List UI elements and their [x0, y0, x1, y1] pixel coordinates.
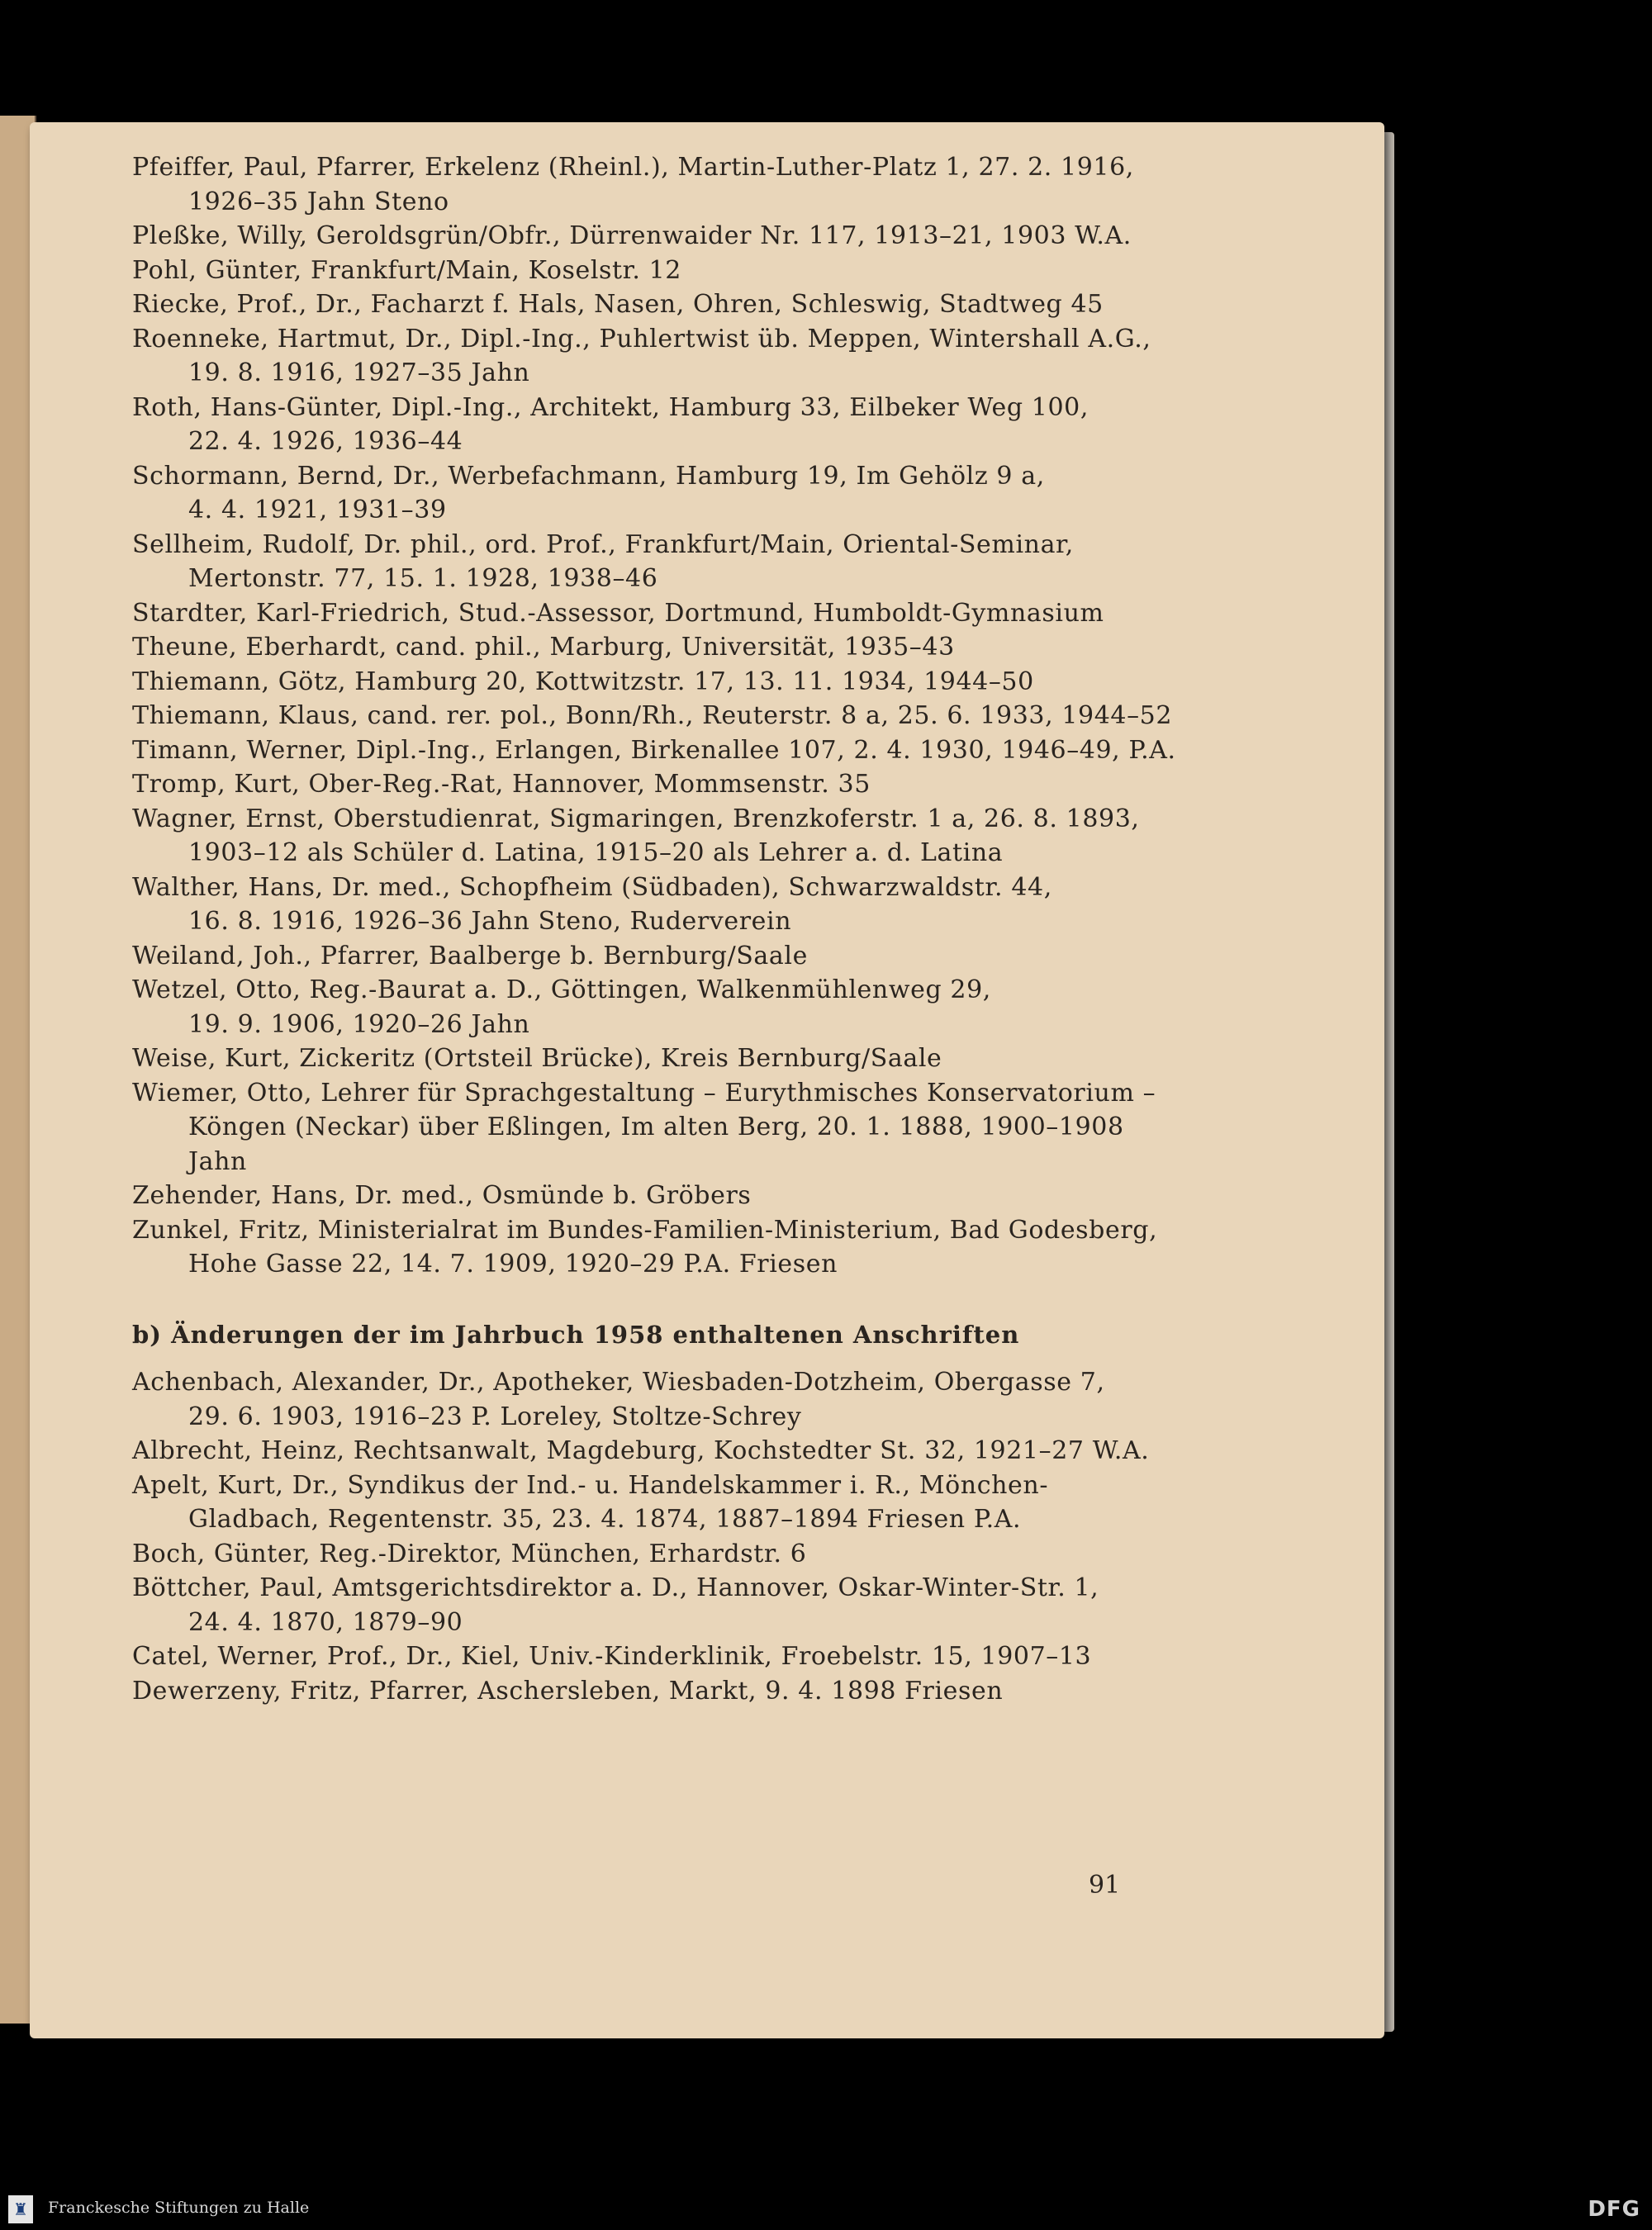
new-entries-list: [132, 150, 1189, 1282]
list-item: [132, 1537, 1189, 1572]
dfg-logo: DFG: [1588, 2197, 1640, 2222]
list-item: [132, 665, 1189, 700]
list-item: [132, 528, 1189, 596]
list-item: [132, 150, 1189, 219]
list-item: [132, 630, 1189, 665]
entry-line: Wetzel, Otto, Reg.-Baurat a. D., Göttingen, Walkenmühlenweg 29,: [132, 975, 991, 1004]
list-item: [132, 939, 1189, 974]
list-item: [132, 1179, 1189, 1213]
list-item: [132, 699, 1189, 733]
page-stack-edge: [1383, 132, 1394, 2032]
entry-continuation-line: Köngen (Neckar) über Eßlingen, Im alten Berg, 20. 1. 1888, 1900–1908: [188, 1113, 1124, 1141]
entry-line: Catel, Werner, Prof., Dr., Kiel, Univ.-Kinderklinik, Froebelstr. 15, 1907–13: [132, 1642, 1092, 1671]
entry-line: Pohl, Günter, Frankfurt/Main, Koselstr. 12: [132, 255, 681, 285]
entry-continuation-line: 4. 4. 1921, 1931–39: [188, 496, 447, 524]
list-item: [132, 391, 1189, 459]
entry-line: Timann, Werner, Dipl.-Ing., Erlangen, Birkenallee 107, 2. 4. 1930, 1946–49, P.A.: [132, 735, 1176, 765]
institution-logo-icon: ♜: [8, 2195, 33, 2223]
list-item: [132, 322, 1189, 391]
list-item: [132, 1468, 1189, 1537]
entry-line: Roenneke, Hartmut, Dr., Dipl.-Ing., Puhlertwist üb. Meppen, Wintershall A.G.,: [132, 324, 1151, 353]
institution-name: Franckesche Stiftungen zu Halle: [48, 2199, 310, 2217]
entry-line: Boch, Günter, Reg.-Direktor, München, Erhardstr. 6: [132, 1539, 807, 1568]
footer-bar: [0, 2190, 1652, 2230]
entry-continuation-line: Gladbach, Regentenstr. 35, 23. 4. 1874, 1887–1894 Friesen P.A.: [188, 1505, 1022, 1534]
page-number: 91: [1089, 1871, 1121, 1900]
list-item: [132, 1571, 1189, 1639]
entry-line: Pleßke, Willy, Geroldsgrün/Obfr., Dürrenwaider Nr. 117, 1913–21, 1903 W.A.: [132, 221, 1132, 250]
entry-line: Böttcher, Paul, Amtsgerichtsdirektor a. D., Hannover, Oskar-Winter-Str. 1,: [132, 1573, 1099, 1602]
list-item: [132, 871, 1189, 939]
entry-line: Zehender, Hans, Dr. med., Osmünde b. Gröbers: [132, 1181, 752, 1210]
list-item: [132, 1434, 1189, 1468]
entry-continuation-line: Hohe Gasse 22, 14. 7. 1909, 1920–29 P.A. Friesen: [188, 1250, 838, 1279]
entry-line: Riecke, Prof., Dr., Facharzt f. Hals, Nasen, Ohren, Schleswig, Stadtweg 45: [132, 290, 1104, 319]
entry-line: Albrecht, Heinz, Rechtsanwalt, Magdeburg, Kochstedter St. 32, 1921–27 W.A.: [132, 1436, 1150, 1465]
list-item: [132, 733, 1189, 768]
entry-line: Theune, Eberhardt, cand. phil., Marburg, Universität, 1935–43: [132, 633, 955, 662]
entry-line: Walther, Hans, Dr. med., Schopfheim (Südbaden), Schwarzwaldstr. 44,: [132, 872, 1052, 902]
entry-line: Dewerzeny, Fritz, Pfarrer, Aschersleben, Markt, 9. 4. 1898 Friesen: [132, 1676, 1004, 1706]
list-item: [132, 459, 1189, 528]
entry-line: Schormann, Bernd, Dr., Werbefachmann, Hamburg 19, Im Gehölz 9 a,: [132, 461, 1045, 491]
list-item: [132, 1041, 1189, 1076]
entry-continuation-line: 19. 8. 1916, 1927–35 Jahn: [188, 358, 530, 387]
entry-line: Pfeiffer, Paul, Pfarrer, Erkelenz (Rheinl.), Martin-Luther-Platz 1, 27. 2. 1916,: [132, 153, 1134, 182]
list-item: [132, 1213, 1189, 1282]
list-item: [132, 802, 1189, 871]
entry-line: Stardter, Karl-Friedrich, Stud.-Assessor, Dortmund, Humboldt-Gymnasium: [132, 598, 1104, 628]
section-b-heading: b) Änderungen der im Jahrbuch 1958 enthaltenen Anschriften: [132, 1320, 1020, 1349]
changed-entries-list: [132, 1365, 1189, 1708]
list-item: [132, 1365, 1189, 1434]
entry-line: Apelt, Kurt, Dr., Syndikus der Ind.- u. Handelskammer i. R., Mönchen-: [132, 1470, 1049, 1500]
list-item: [132, 973, 1189, 1041]
list-item: [132, 767, 1189, 802]
entry-continuation-line: 16. 8. 1916, 1926–36 Jahn Steno, Ruderverein: [188, 907, 792, 936]
list-item: [132, 1674, 1189, 1709]
entry-line: Wiemer, Otto, Lehrer für Sprachgestaltung – Eurythmisches Konservatorium –: [132, 1078, 1156, 1108]
entry-line: Wagner, Ernst, Oberstudienrat, Sigmaringen, Brenzkoferstr. 1 a, 26. 8. 1893,: [132, 804, 1140, 833]
entry-continuation-line: 24. 4. 1870, 1879–90: [188, 1607, 463, 1637]
entry-continuation-line: Mertonstr. 77, 15. 1. 1928, 1938–46: [188, 564, 658, 593]
entry-continuation-line: Jahn: [188, 1146, 247, 1176]
entry-line: Roth, Hans-Günter, Dipl.-Ing., Architekt, Hamburg 33, Eilbeker Weg 100,: [132, 392, 1089, 422]
entry-line: Tromp, Kurt, Ober-Reg.-Rat, Hannover, Mommsenstr. 35: [132, 770, 871, 799]
entry-line: Sellheim, Rudolf, Dr. phil., ord. Prof., Frankfurt/Main, Oriental-Seminar,: [132, 529, 1074, 559]
entry-line: Thiemann, Klaus, cand. rer. pol., Bonn/Rh., Reuterstr. 8 a, 25. 6. 1933, 1944–52: [132, 701, 1173, 730]
list-item: [132, 1076, 1189, 1179]
entry-line: Achenbach, Alexander, Dr., Apotheker, Wiesbaden-Dotzheim, Obergasse 7,: [132, 1368, 1105, 1397]
entry-continuation-line: 1903–12 als Schüler d. Latina, 1915–20 als Lehrer a. d. Latina: [188, 838, 1004, 867]
list-item: [132, 254, 1189, 288]
entry-line: Weiland, Joh., Pfarrer, Baalberge b. Bernburg/Saale: [132, 941, 808, 970]
entry-continuation-line: 19. 9. 1906, 1920–26 Jahn: [188, 1009, 530, 1039]
list-item: [132, 1639, 1189, 1674]
list-item: [132, 596, 1189, 631]
list-item: [132, 219, 1189, 254]
entry-continuation-line: 29. 6. 1903, 1916–23 P. Loreley, Stoltze-Schrey: [188, 1402, 802, 1431]
entry-line: Zunkel, Fritz, Ministerialrat im Bundes-Familien-Ministerium, Bad Godesberg,: [132, 1215, 1158, 1245]
address-listing: [132, 150, 1189, 1708]
entry-continuation-line: 22. 4. 1926, 1936–44: [188, 427, 463, 456]
entry-line: Thiemann, Götz, Hamburg 20, Kottwitzstr. 17, 13. 11. 1934, 1944–50: [132, 667, 1034, 696]
list-item: [132, 287, 1189, 322]
entry-continuation-line: 1926–35 Jahn Steno: [188, 187, 449, 216]
entry-line: Weise, Kurt, Zickeritz (Ortsteil Brücke), Kreis Bernburg/Saale: [132, 1044, 942, 1073]
